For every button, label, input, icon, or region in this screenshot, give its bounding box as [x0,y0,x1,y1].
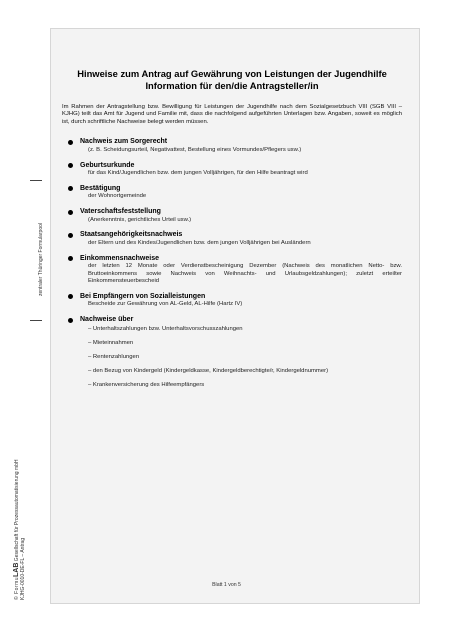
intro-paragraph: Im Rahmen der Antragstellung bzw. Bewilligung für Leistungen der Jugendhilfe nach dem Sozialgesetzbuch VIII (SGB VIII – KJHG) teilt das Amt für Jugend und Familie mit, dass die nachfolgend aufgeführten Unterlagen bzw. Angaben, soweit es möglich ist, durch schriftliche Nachweise belegt werden müssen. [62,104,402,125]
document-content [62,68,402,397]
item-title: Vaterschaftsfeststellung [80,208,161,216]
side-label: zentraler Thüringer Formularpool [38,223,44,296]
item-title: Staatsangehörigkeitsnachweis [80,231,183,239]
page-footer: Blatt 1 von 5 [212,582,241,588]
bullet-icon [68,140,73,145]
bullet-icon [68,163,73,168]
title-line-1: Hinweise zum Antrag auf Gewährung von Leistungen der Jugendhilfe [77,68,387,79]
sub-list-item: – den Bezug von Kindergeld (Kindergeldkasse, Kindergeldberechtigte/r, Kindergeldnummer) [88,368,329,375]
item-description: der letzten 12 Monate oder Verdienstbescheinigung Dezember (Nachweis des monatlichen Netto- bzw. Bruttoeinkommens sowie Nachweis von Weihnachts- und Urlaubsgeldzahlungen); zuletzt erteilter Einkommensteuerbescheid [88,263,402,284]
item-title: Bestätigung [80,184,121,192]
item-description: Bescheide zur Gewährung von AL-Geld, AL-Hilfe (Hartz IV) [88,301,243,308]
bullet-icon [68,294,73,299]
document-title [62,68,402,92]
item-title: Nachweise über [80,316,134,324]
list-item [80,231,402,247]
item-description: für das Kind/Jugendlichen bzw. dem jungen Volljährigen, für den Hilfe beantragt wird [88,169,308,176]
sub-list [88,326,402,390]
list-item [80,255,402,286]
item-title: Nachweis zum Sorgerecht [80,138,168,146]
bullet-icon [68,233,73,238]
form-code: KJHG-0010-DE-FL – Antrag [20,537,26,600]
item-title: Einkommensnachweise [80,254,159,262]
bullet-icon [68,256,73,261]
sub-list-item: – Krankenversicherung des Hilfeempfängers [88,382,205,389]
item-title: Bei Empfängern von Sozialleistungen [80,292,206,300]
sub-list-item: – Rentenzahlungen [88,354,140,361]
bullet-icon [68,210,73,215]
bullet-icon [68,318,73,323]
item-description: (z. B. Scheidungsurteil, Negativattest, Bestellung eines Vormundes/Pflegers usw.) [88,146,302,153]
list-item [80,316,402,390]
list-item [80,208,402,224]
list-item [80,162,402,178]
document-list [62,138,402,390]
sub-list-item: – Mieteinnahmen [88,339,134,346]
item-description: (Anerkenntnis, gerichtliches Urteil usw.) [88,216,192,223]
item-title: Geburtsurkunde [80,161,135,169]
list-item [80,138,402,154]
copyright-suffix: Gesellschaft für Prozessautomatisierung mbH [14,459,20,563]
list-item [80,293,402,309]
title-line-2: Information für den/die Antragsteller/in [145,80,319,91]
copyright-notice [14,459,26,600]
bullet-icon [68,186,73,191]
sub-list-item: – Unterhaltszahlungen bzw. Unterhaltsvorschusszahlungen [88,325,243,332]
crop-mark-middle [30,320,42,321]
copyright-brand: LAB [13,562,20,577]
item-description: der Eltern und des Kindes/Jugendlichen bzw. dem jungen Volljährigen bei Ausländern [88,239,311,246]
item-description: der Wohnortgemeinde [88,193,147,200]
list-item [80,185,402,201]
copyright-prefix: © Formu [14,576,20,600]
